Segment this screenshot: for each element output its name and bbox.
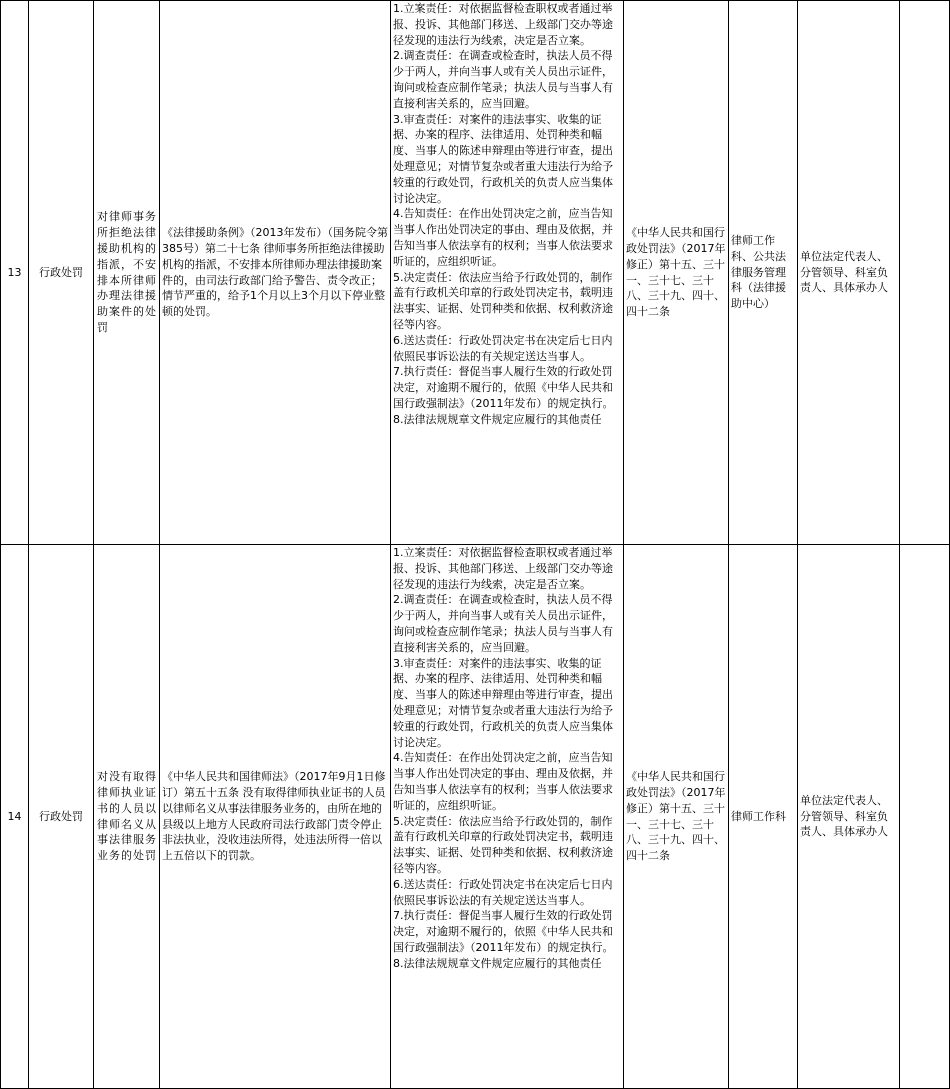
duty-item: 7.执行责任：督促当事人履行生效的行政处罚决定，对逾期不履行的，依照《中华人民共和国行政强制法》（2011年发布）的规定执行。 bbox=[393, 365, 614, 410]
note-cell bbox=[900, 1, 949, 544]
legal-basis-cell bbox=[160, 545, 390, 1088]
accountability-basis: 《中华人民共和国行政处罚法》（2017年修正）第十五、三十一、三十七、三十八、三十九、四十、四十二条 bbox=[626, 770, 726, 863]
row-number-cell bbox=[1, 1, 28, 544]
duty-item: 3.审查责任：对案件的违法事实、收集的证据、办案的程序、法律适用、处罚种类和幅度、当事人的陈述申辩理由等进行审查，提出处理意见；对情节复杂或者重大违法行为给予较重的行政处罚，行政机关的负责人应当集体讨论决定。 bbox=[393, 112, 613, 205]
duty-item: 6.送达责任：行政处罚决定书在决定后七日内依照民事诉讼法的有关规定送达当事人。 bbox=[393, 877, 613, 907]
subject-cell bbox=[798, 1, 899, 544]
power-item: 对没有取得律师执业证书的人员以律师名义从事法律服务业务的处罚 bbox=[97, 770, 156, 863]
duty-item: 4.告知责任：在作出处罚决定之前，应当告知当事人作出处罚决定的事由、理由及依据，并告知当事人依法享有的权利；当事人依法要求听证的，应组织听证。 bbox=[393, 207, 613, 268]
duty-item: 4.告知责任：在作出处罚决定之前，应当告知当事人作出处罚决定的事由、理由及依据，并告知当事人依法享有的权利；当事人依法要求听证的，应组织听证。 bbox=[393, 751, 613, 812]
duty-item: 2.调查责任：在调查或检查时，执法人员不得少于两人，并向当事人或有关人员出示证件，询问或检查应制作笔录；执法人员与当事人有直接利害关系的，应当回避。 bbox=[393, 49, 613, 110]
duty-item: 8.法律法规规章文件规定应履行的其他责任 bbox=[393, 956, 602, 970]
row-number-cell bbox=[1, 545, 28, 1088]
note-cell bbox=[900, 545, 949, 1088]
duty-item: 7.执行责任：督促当事人履行生效的行政处罚决定，对逾期不履行的，依照《中华人民共和国行政强制法》（2011年发布）的规定执行。 bbox=[393, 909, 614, 954]
legal-basis: 《法律援助条例》（2013年发布）（国务院令第385号）第二十七条 律师事务所拒绝法律援助机构的指派，不安排本所律师办理法律援助案件的，由司法行政部门给予警告、责令改正；情节严重的，给予1个月以上3个月以下停业整顿的处罚。 bbox=[162, 226, 388, 319]
power-item-cell bbox=[94, 545, 159, 1088]
accountability-basis-cell bbox=[624, 1, 728, 544]
department-cell bbox=[729, 545, 797, 1088]
power-item-cell bbox=[94, 1, 159, 544]
duty-item: 5.决定责任：依法应当给予行政处罚的，制作盖有行政机关印章的行政处罚决定书，载明违法事实、证据、处罚种类和依据、权利救济途径等内容。 bbox=[393, 814, 613, 875]
duty-item: 6.送达责任：行政处罚决定书在决定后七日内依照民事诉讼法的有关规定送达当事人。 bbox=[393, 333, 613, 363]
legal-basis: 《中华人民共和国律师法》（2017年9月1日修订）第五十五条 没有取得律师执业证书的人员以律师名义从事法律服务业务的，由所在地的县级以上地方人民政府司法行政部门责令停止非法执业，没收违法所得，处违法所得一倍以上五倍以下的罚款。 bbox=[162, 770, 386, 863]
duty-item: 5.决定责任：依法应当给予行政处罚的，制作盖有行政机关印章的行政处罚决定书，载明违法事实、证据、处罚种类和依据、权利救济途径等内容。 bbox=[393, 270, 613, 331]
responsible-subject: 单位法定代表人、分管领导、科室负责人、具体承办人 bbox=[800, 793, 888, 839]
department-cell bbox=[729, 1, 797, 544]
duty-list bbox=[391, 1, 623, 544]
power-type-cell bbox=[29, 545, 93, 1088]
power-type-cell bbox=[29, 1, 93, 544]
power-type: 行政处罚 bbox=[39, 809, 83, 823]
duty-item: 2.调查责任：在调查或检查时，执法人员不得少于两人，并向当事人或有关人员出示证件，询问或检查应制作笔录；执法人员与当事人有直接利害关系的，应当回避。 bbox=[393, 593, 613, 654]
duty-item: 1.立案责任：对依据监督检查职权或者通过举报、投诉、其他部门移送、上级部门交办等途径发现的违法行为线索，决定是否立案。 bbox=[393, 2, 613, 47]
duty-item: 8.法律法规规章文件规定应履行的其他责任 bbox=[393, 412, 602, 426]
duty-item: 1.立案责任：对依据监督检查职权或者通过举报、投诉、其他部门移送、上级部门交办等途径发现的违法行为线索，决定是否立案。 bbox=[393, 546, 613, 591]
power-item: 对律师事务所拒绝法律援助机构的指派，不安排本所律师办理法律援助案件的处罚 bbox=[97, 210, 156, 334]
duty-list bbox=[391, 545, 623, 1088]
legal-basis-cell bbox=[160, 1, 390, 544]
responsible-department: 律师工作科 bbox=[731, 809, 786, 823]
duty-item: 3.审查责任：对案件的违法事实、收集的证据、办案的程序、法律适用、处罚种类和幅度、当事人的陈述申辩理由等进行审查，提出处理意见；对情节复杂或者重大违法行为给予较重的行政处罚，行政机关的负责人应当集体讨论决定。 bbox=[393, 656, 613, 749]
row-number: 13 bbox=[7, 265, 22, 279]
power-type: 行政处罚 bbox=[39, 265, 83, 279]
subject-cell bbox=[798, 545, 899, 1088]
row-number: 14 bbox=[7, 809, 22, 823]
responsible-subject: 单位法定代表人、分管领导、科室负责人、具体承办人 bbox=[800, 249, 888, 295]
accountability-basis-cell bbox=[624, 545, 728, 1088]
accountability-basis: 《中华人民共和国行政处罚法》（2017年修正）第十五、三十一、三十七、三十八、三十九、四十、四十二条 bbox=[626, 226, 726, 319]
responsible-department: 律师工作科、公共法律服务管理科（法律援助中心） bbox=[731, 234, 786, 311]
